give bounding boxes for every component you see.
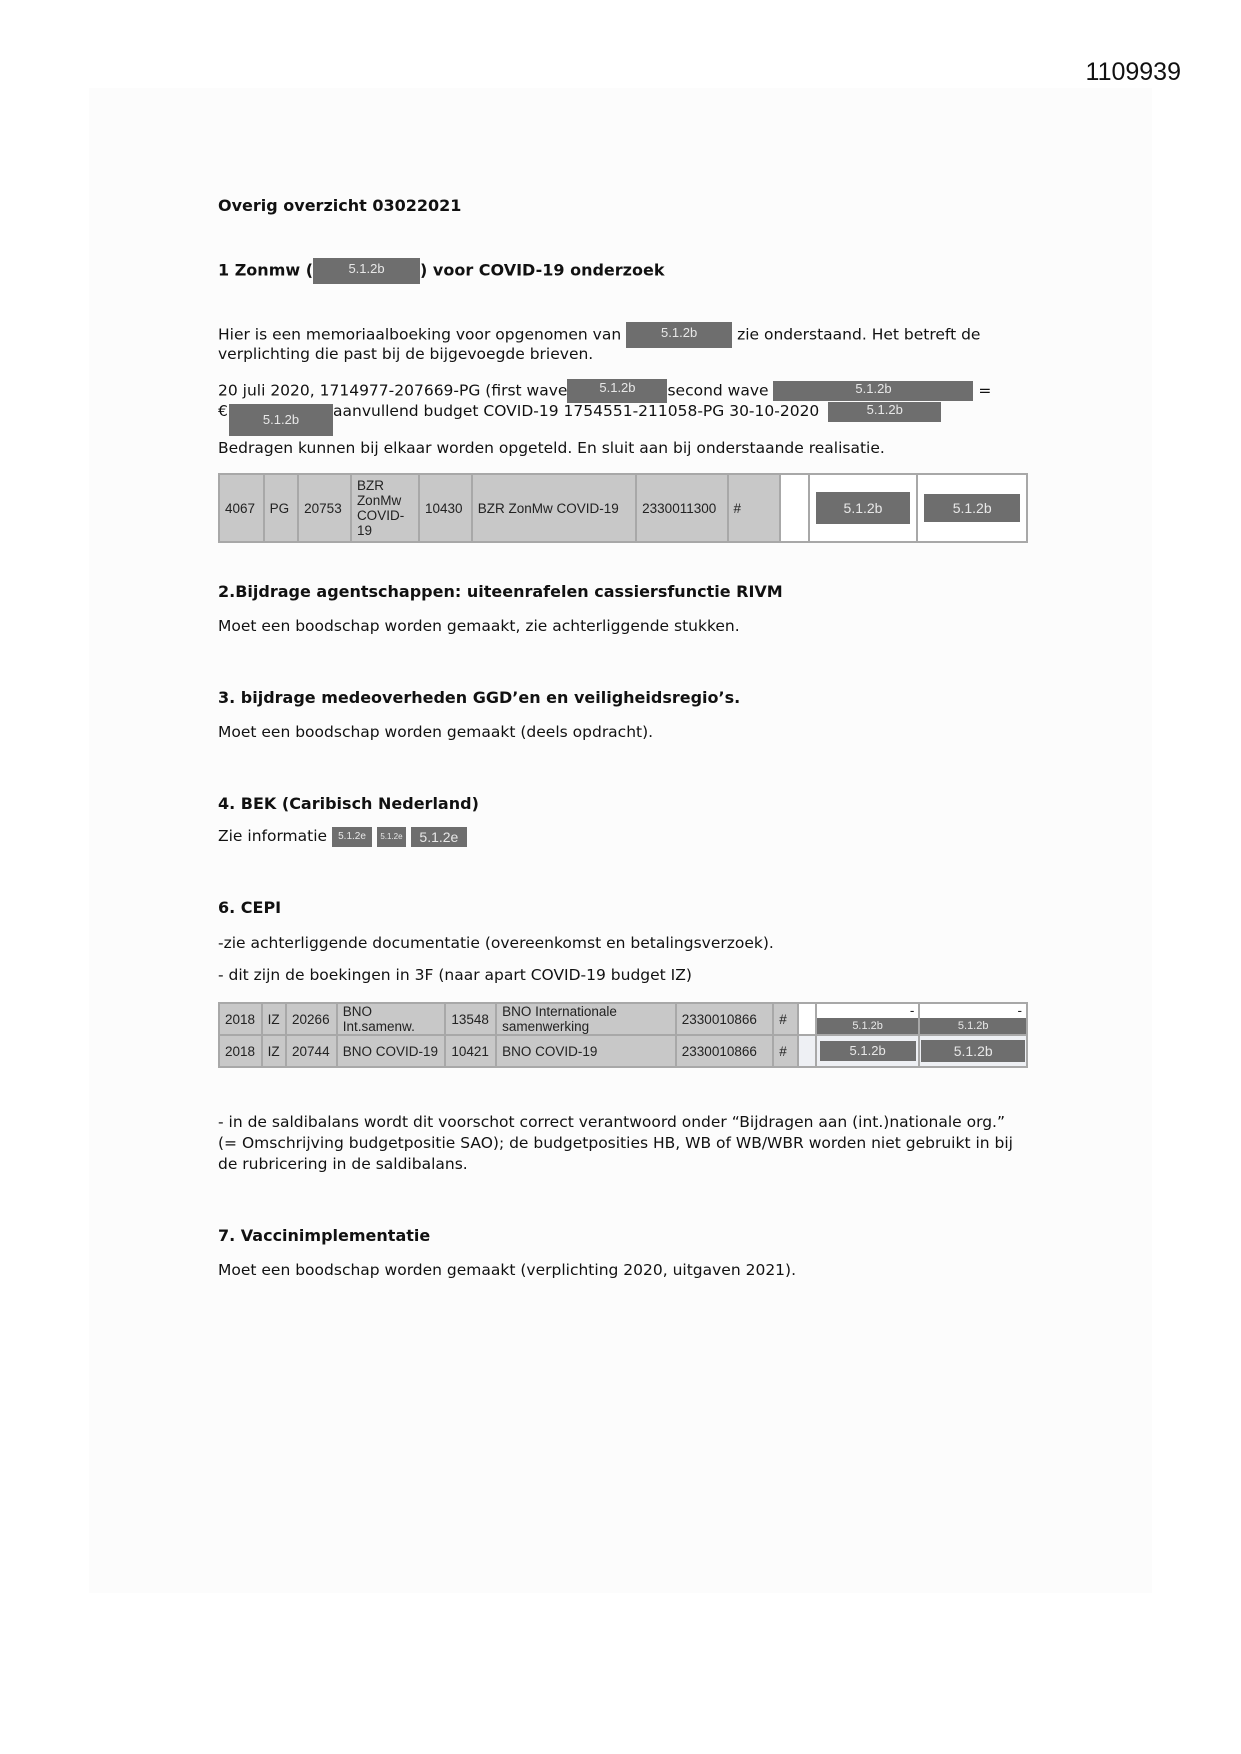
section-7-text: Moet een boodschap worden gemaakt (verplichting 2020, uitgaven 2021).: [218, 1261, 797, 1279]
section-1-paragraph-2-cont-b: [333, 401, 941, 422]
table-cell: #: [773, 1035, 797, 1067]
table-cell-redacted: [816, 1003, 920, 1035]
table-cell: IZ: [262, 1035, 286, 1067]
dash-value: -: [909, 1003, 915, 1018]
table-cell-redacted: [919, 1035, 1027, 1067]
section-1-paragraph-2: [218, 379, 991, 403]
table-cell-redacted: [816, 1035, 920, 1067]
table-row: [219, 474, 1027, 542]
redaction-box: 5.1.2b: [567, 379, 667, 403]
redaction-box: 5.1.2b: [313, 258, 420, 284]
section-6-line-1: -zie achterliggende documentatie (overeenkomst en betalingsverzoek).: [218, 934, 774, 952]
redaction-box: 5.1.2b: [229, 404, 333, 436]
redaction-box: 5.1.2b: [816, 492, 910, 524]
table-cell-empty: [798, 1035, 816, 1067]
text-span: zie onderstaand. Het betreft de: [737, 325, 981, 344]
redaction-box: 5.1.2e: [411, 827, 467, 847]
redaction-box: 5.1.2b: [626, 322, 732, 348]
redaction-box: 5.1.2b: [828, 402, 941, 422]
table-cell: IZ: [262, 1003, 286, 1035]
text-span: Hier is een memoriaalboeking voor opgenomen van: [218, 325, 622, 344]
table-cell: PG: [264, 474, 299, 542]
text-span: 20 juli 2020, 1714977-207669-PG (first wave: [218, 381, 568, 400]
table-cell: BNO COVID-19: [496, 1035, 676, 1067]
table-cell: 2018: [219, 1035, 262, 1067]
section-3-heading: 3. bijdrage medeoverheden GGD’en en veiligheidsregio’s.: [218, 688, 741, 707]
table-cell: BZR ZonMw COVID-19: [472, 474, 636, 542]
redaction-box: 5.1.2e: [332, 827, 372, 847]
section-1-paragraph-2-cont: [218, 401, 228, 422]
redaction-box: 5.1.2b: [773, 381, 973, 401]
table-cell: 2018: [219, 1003, 262, 1035]
table-cell-empty: [780, 474, 808, 542]
redaction-box: 5.1.2b: [920, 1018, 1026, 1034]
table-row: [219, 1003, 1027, 1035]
section-6-line-3: - in de saldibalans wordt dit voorschot correct verantwoord onder “Bijdragen aan (int.)nationale org.” (= Omschrijving budgetpositie SAO); de budgetposities HB, WB of WB/WBR worden niet gebruikt in bij de rubricering in de saldibalans.: [218, 1113, 1013, 1173]
table-cell: 20753: [298, 474, 351, 542]
table-cell: BNO Internationale samenwerking: [496, 1003, 676, 1035]
table-cell: 20266: [286, 1003, 337, 1035]
section-6-booking-table: [218, 1002, 1028, 1068]
section-1-heading: [218, 258, 664, 284]
text-span: Zie informatie: [218, 827, 328, 845]
text-span: aanvullend budget COVID-19 1754551-211058-PG 30-10-2020: [333, 402, 820, 420]
table-row: [219, 1035, 1027, 1067]
section-1-paragraph-1-cont: verplichting die past bij de bijgevoegde brieven.: [218, 345, 594, 363]
text-span: €: [218, 402, 228, 420]
table-cell-redacted: [919, 1003, 1027, 1035]
document-id: 1109939: [1085, 58, 1181, 86]
redaction-box: 5.1.2b: [817, 1018, 919, 1034]
table-cell-redacted: [809, 474, 918, 542]
table-cell-redacted: [917, 474, 1027, 542]
section-1-heading-post: ) voor COVID-19 onderzoek: [420, 260, 665, 280]
table-cell: 2330011300: [636, 474, 727, 542]
document-title: Overig overzicht 03022021: [218, 196, 462, 215]
section-3-text: Moet een boodschap worden gemaakt (deels opdracht).: [218, 723, 654, 741]
section-1-booking-table: [218, 473, 1028, 543]
redaction-box: 5.1.2b: [820, 1041, 916, 1061]
table-cell: #: [728, 474, 781, 542]
table-cell: 4067: [219, 474, 264, 542]
text-span: second wave: [667, 381, 769, 400]
table-cell: #: [773, 1003, 797, 1035]
table-cell: BNO Int.samenw.: [337, 1003, 446, 1035]
table-cell: BNO COVID-19: [337, 1035, 446, 1067]
table-cell: 10430: [419, 474, 472, 542]
redaction-box: 5.1.2b: [924, 494, 1020, 522]
table-cell: 2330010866: [676, 1035, 773, 1067]
section-7-heading: 7. Vaccinimplementatie: [218, 1226, 431, 1245]
section-2-heading: 2.Bijdrage agentschappen: uiteenrafelen cassiersfunctie RIVM: [218, 582, 783, 601]
table-cell: 20744: [286, 1035, 337, 1067]
section-6-line-2: - dit zijn de boekingen in 3F (naar apart COVID-19 budget IZ): [218, 966, 692, 984]
section-2-text: Moet een boodschap worden gemaakt, zie achterliggende stukken.: [218, 617, 740, 635]
section-1-paragraph-3: Bedragen kunnen bij elkaar worden opgeteld. En sluit aan bij onderstaande realisatie.: [218, 439, 885, 457]
table-cell: BZR ZonMw COVID-19: [351, 474, 419, 542]
section-6-heading: 6. CEPI: [218, 898, 282, 917]
section-4-heading: 4. BEK (Caribisch Nederland): [218, 794, 479, 813]
dash-value: -: [1017, 1003, 1022, 1018]
table-cell: 2330010866: [676, 1003, 773, 1035]
section-4-text: [218, 826, 467, 847]
redaction-box: 5.1.2b: [921, 1040, 1025, 1062]
redaction-box: 5.1.2e: [377, 827, 406, 847]
text-span: =: [978, 381, 992, 400]
section-1-heading-pre: 1 Zonmw (: [218, 260, 314, 280]
table-cell-empty: [798, 1003, 816, 1035]
table-cell: 10421: [445, 1035, 496, 1067]
table-cell: 13548: [445, 1003, 496, 1035]
